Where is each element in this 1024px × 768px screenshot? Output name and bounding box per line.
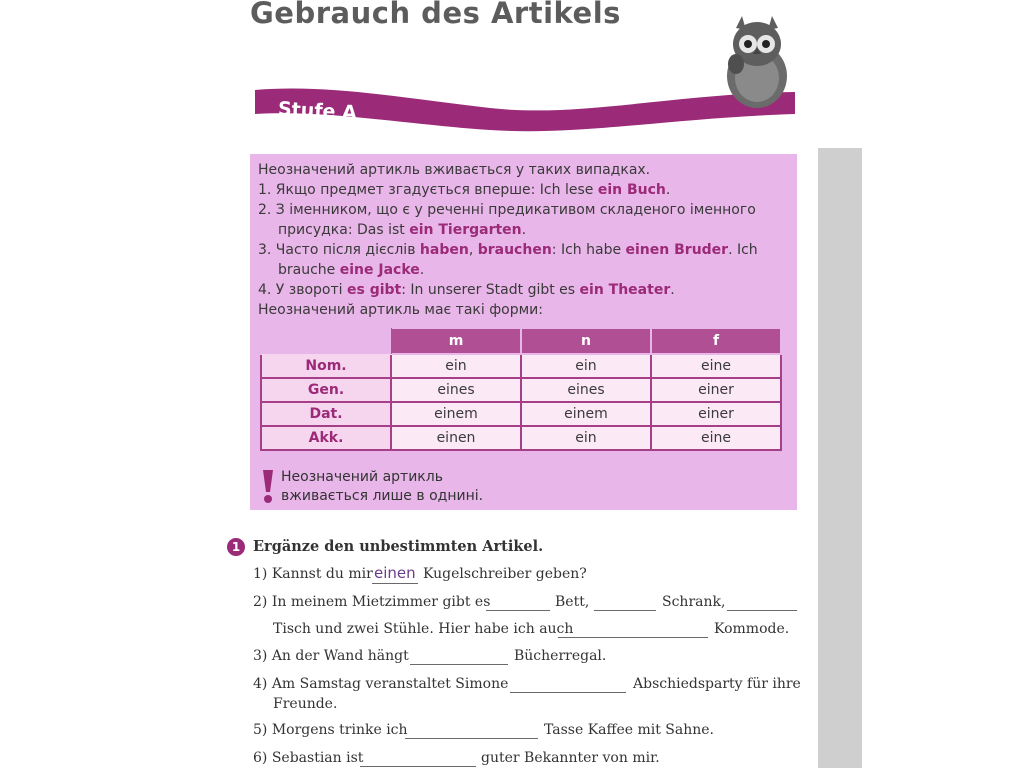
note-line-1: Неозначений артикль [281, 469, 443, 485]
sentence-2-line2-end: Kommode. [714, 621, 790, 637]
exercise-number-badge: 1 [227, 538, 245, 556]
sentence-6-start: 6) Sebastian ist [253, 750, 364, 766]
table-cell: einer [651, 378, 781, 402]
answer-blank[interactable] [360, 766, 476, 767]
header-n: n [521, 328, 651, 354]
sentence-2-mid: Bett, [555, 594, 590, 610]
handwritten-answer: einen [374, 564, 416, 582]
table-cell: ein [391, 354, 521, 378]
answer-blank[interactable] [410, 664, 508, 665]
table-cell: einer [651, 402, 781, 426]
sentence-1-start: 1) Kannst du mir [253, 566, 373, 582]
exclamation-icon [260, 470, 276, 504]
answer-blank[interactable] [727, 610, 797, 611]
table-header-row [261, 328, 781, 354]
table-cell: einem [391, 402, 521, 426]
note-line-2: вживається лише в однині. [281, 488, 484, 504]
owl-icon [712, 14, 802, 110]
answer-blank[interactable] [486, 610, 550, 611]
table-row [261, 354, 781, 378]
case-label: Akk. [261, 426, 391, 450]
page-edge-shadow [818, 148, 862, 768]
table-row [261, 378, 781, 402]
page-title: Gebrauch des Artikels [250, 0, 621, 30]
rule-intro: Неозначений артикль вживається у таких випадках. [258, 162, 651, 178]
sentence-3-end: Bücherregal. [514, 648, 607, 664]
rule-1: 1. Якщо предмет згадується вперше: Ich lese ein Buch. [258, 182, 671, 198]
rule-2-line2: присудка: Das ist ein Tiergarten. [278, 222, 527, 238]
sentence-2-mid2: Schrank, [662, 594, 726, 610]
answer-blank[interactable] [510, 692, 626, 693]
sentence-3-start: 3) An der Wand hängt [253, 648, 409, 664]
sentence-4-line2: Freunde. [273, 696, 338, 712]
sentence-5-end: Tasse Kaffee mit Sahne. [544, 722, 715, 738]
table-cell: eine [651, 354, 781, 378]
table-cell: einen [391, 426, 521, 450]
sentence-4-end: Abschiedsparty für ihre [633, 676, 801, 692]
answer-blank[interactable] [372, 583, 418, 584]
answer-blank[interactable] [405, 738, 538, 739]
answer-blank[interactable] [558, 637, 708, 638]
forms-intro: Неозначений артикль має такі форми: [258, 302, 543, 318]
exercise-title: Ergänze den unbestimmten Artikel. [253, 538, 544, 555]
case-label: Dat. [261, 402, 391, 426]
rule-2-line1: 2. З іменником, що є у реченні предикативом складеного іменного [258, 202, 756, 218]
answer-blank[interactable] [594, 610, 656, 611]
table-row [261, 426, 781, 450]
table-cell: ein [521, 426, 651, 450]
table-cell: ein [521, 354, 651, 378]
table-corner [261, 328, 391, 354]
sentence-6-end: guter Bekannter von mir. [481, 750, 660, 766]
case-label: Gen. [261, 378, 391, 402]
table-row [261, 402, 781, 426]
rule-4: 4. У звороті es gibt: In unserer Stadt gibt es ein Theater. [258, 282, 675, 298]
sentence-5-start: 5) Morgens trinke ich [253, 722, 408, 738]
stufe-label: Stufe A [277, 97, 358, 125]
sentence-4-start: 4) Am Samstag veranstaltet Simone [253, 676, 509, 692]
header-f: f [651, 328, 781, 354]
table-cell: einem [521, 402, 651, 426]
table-cell: eines [391, 378, 521, 402]
rule-3: 3. Часто після дієслів haben, brauchen: Ich habe einen Bruder. Ich [258, 242, 758, 258]
sentence-2-line2-start: Tisch und zwei Stühle. Hier habe ich auch [273, 621, 574, 637]
sentence-2-start: 2) In meinem Mietzimmer gibt es [253, 594, 491, 610]
rule-3-line2: brauche eine Jacke. [278, 262, 425, 278]
sentence-1-end: Kugelschreiber geben? [423, 566, 587, 582]
case-label: Nom. [261, 354, 391, 378]
table-cell: eines [521, 378, 651, 402]
table-cell: eine [651, 426, 781, 450]
article-table [260, 327, 782, 451]
header-m: m [391, 328, 521, 354]
